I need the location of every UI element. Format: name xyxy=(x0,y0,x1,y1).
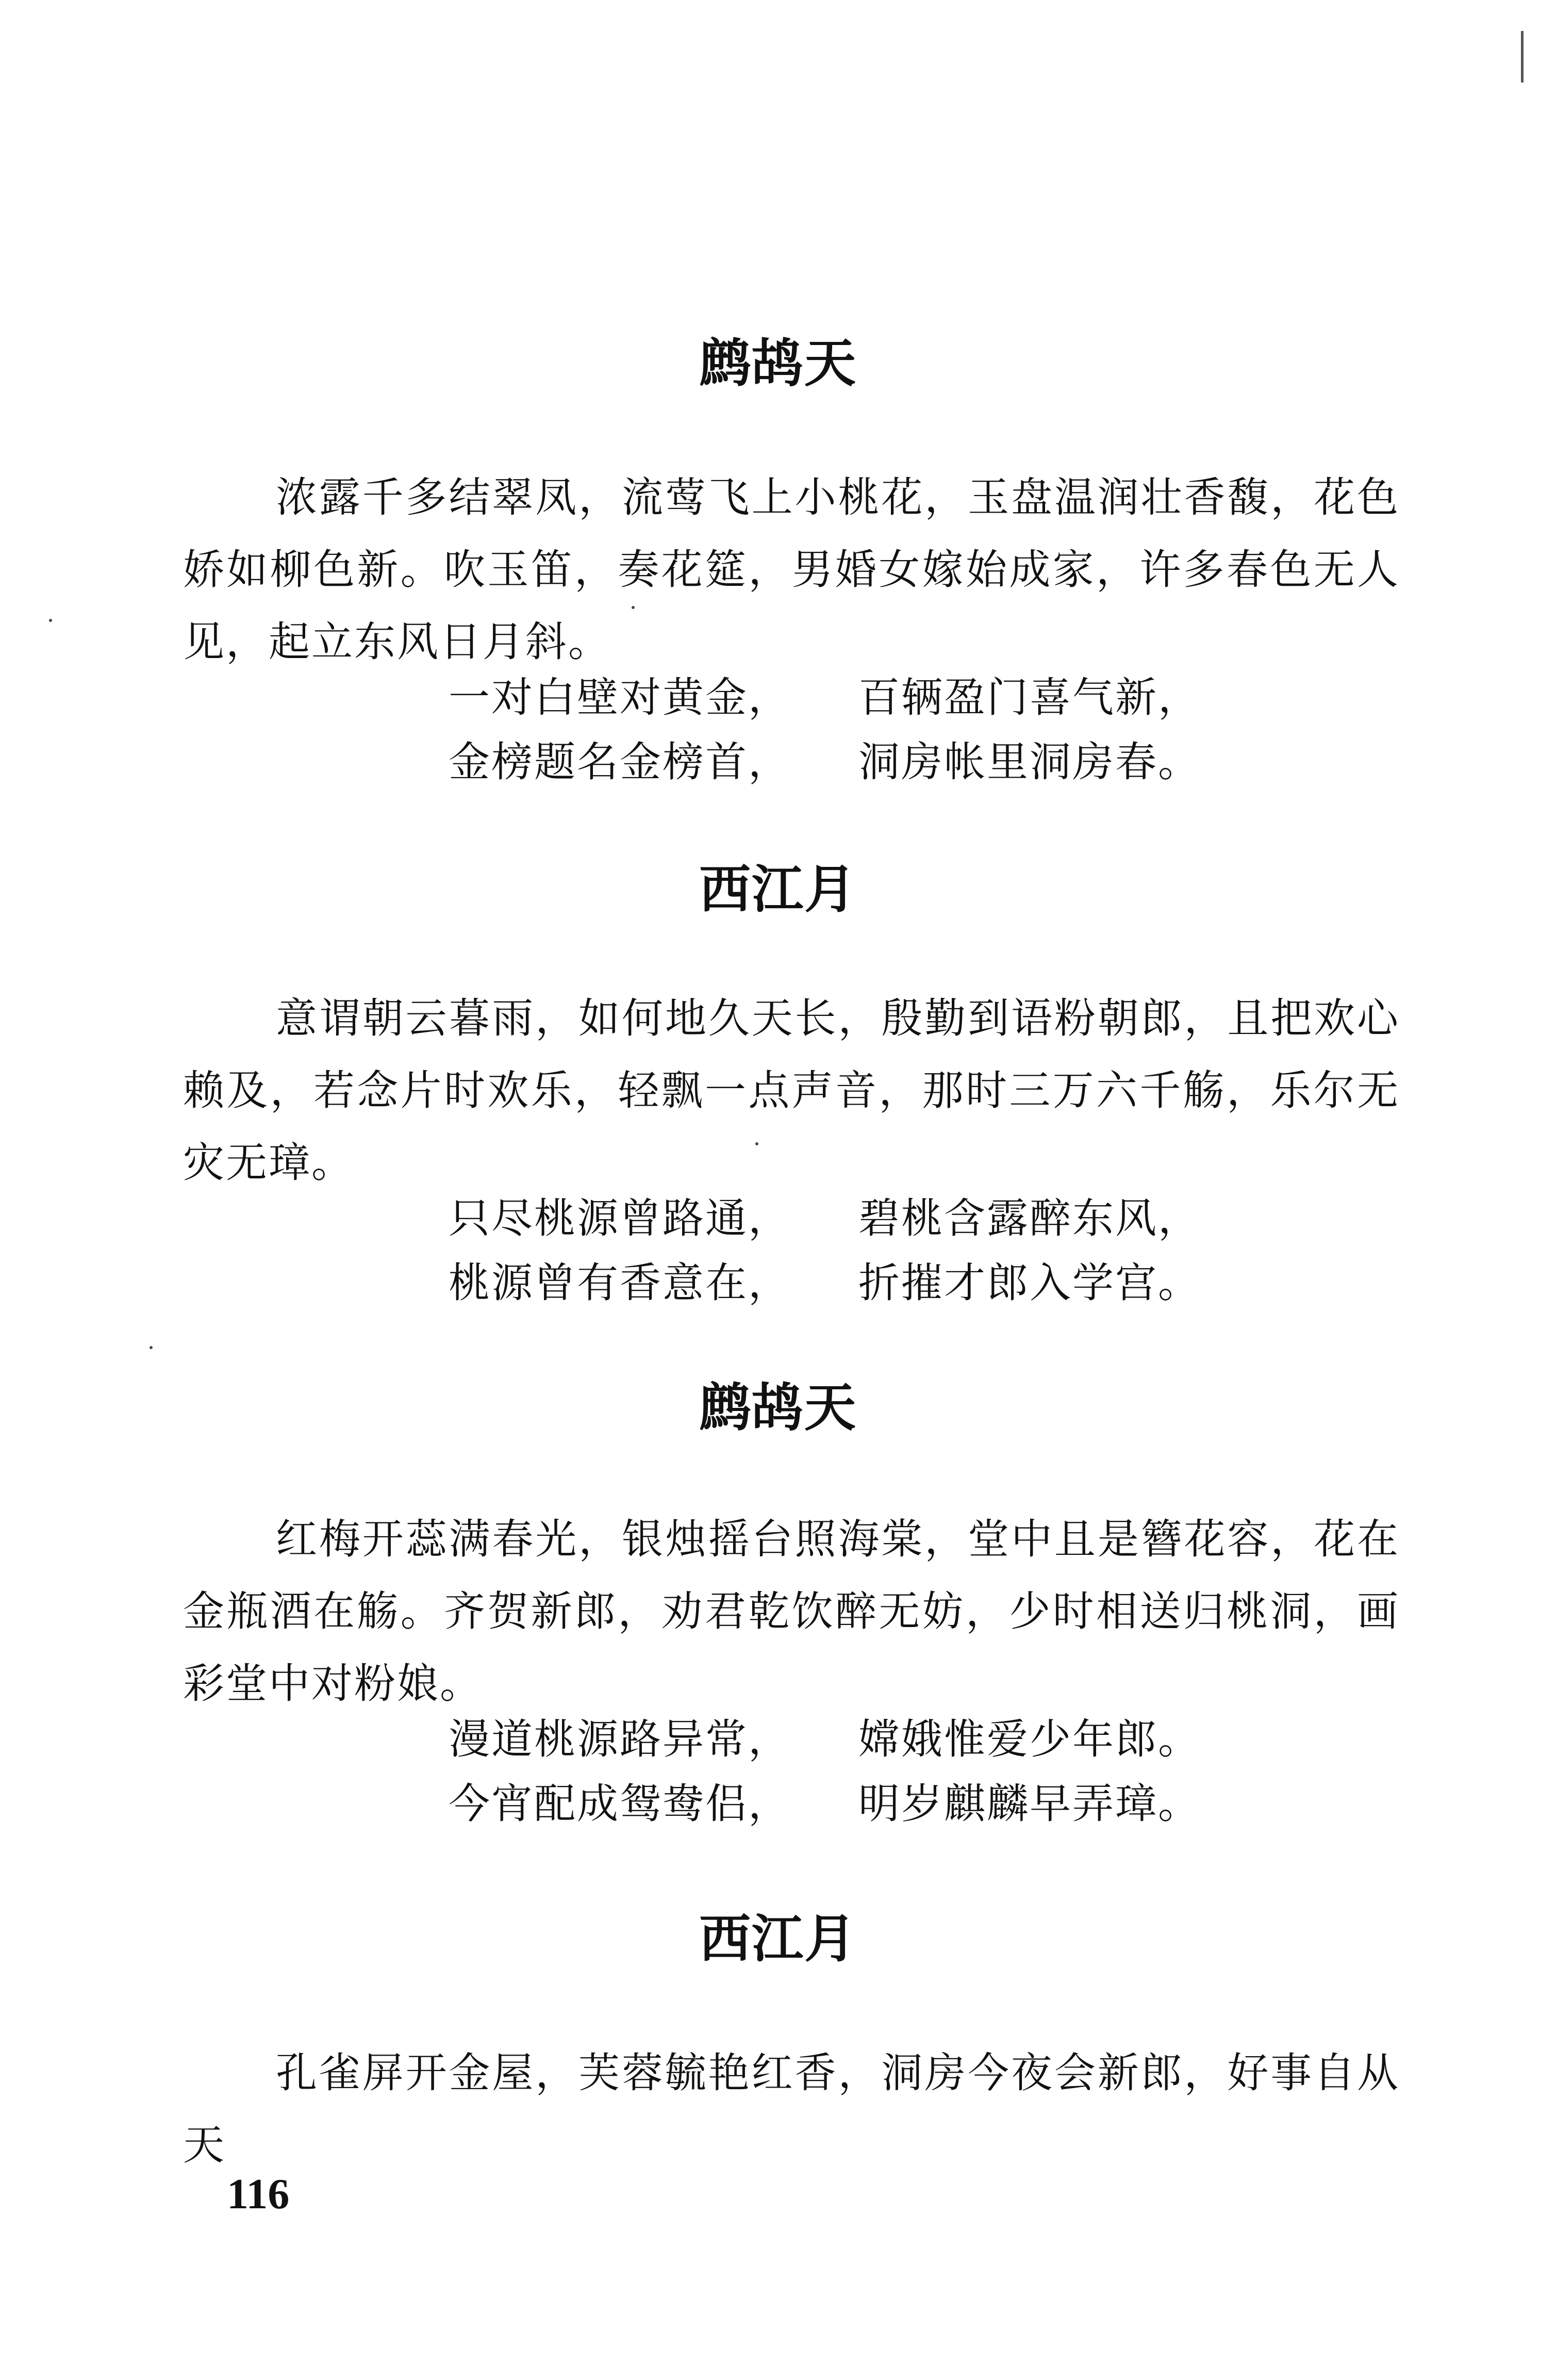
section-title: 鹧鸪天 xyxy=(699,333,857,393)
margin-rule xyxy=(1521,31,1524,83)
scan-speck xyxy=(632,606,635,609)
verse-line-right: 嫦娥惟爱少年郎。 xyxy=(858,1715,1201,1763)
section-title: 西江月 xyxy=(699,859,857,920)
page-number: 116 xyxy=(227,2170,290,2218)
verse-line-right: 碧桃含露醉东风， xyxy=(858,1194,1201,1242)
scan-speck xyxy=(150,1346,153,1349)
verse-line-left: 金榜题名金榜首， xyxy=(449,738,791,786)
section-prose: 意谓朝云暮雨，如何地久天长，殷勤到语粉朝郎，且把欢心赖及，若念片时欢乐，轻飘一点声音，那时三万六千觞，乐尔无灾无璋。 xyxy=(183,994,1400,1187)
scan-speck xyxy=(49,619,52,622)
verse-line-left: 桃源曾有香意在， xyxy=(449,1259,791,1307)
verse-line-right: 明岁麒麟早弄璋。 xyxy=(858,1780,1201,1828)
verse-line-left: 只尽桃源曾路通， xyxy=(449,1194,791,1242)
verse-line-right: 洞房帐里洞房春。 xyxy=(858,738,1201,786)
scan-speck xyxy=(755,1142,758,1145)
section-prose: 孔雀屏开金屋，芙蓉毓艳红香，洞房今夜会新郎，好事自从天 xyxy=(183,2049,1400,2169)
verse-line-left: 一对白壁对黄金， xyxy=(449,674,791,721)
verse-line-left: 漫道桃源路异常， xyxy=(449,1715,791,1763)
section-prose: 红梅开蕊满春光，银烛摇台照海棠，堂中且是簪花容，花在金瓶酒在觞。齐贺新郎，劝君乾饮醉无妨，少时相送归桃洞，画彩堂中对粉娘。 xyxy=(183,1515,1400,1708)
section-prose: 浓露千多结翠凤，流莺飞上小桃花，玉盘温润壮香馥，花色娇如柳色新。吹玉笛，奏花筵，男婚女嫁始成家，许多春色无人见，起立东风日月斜。 xyxy=(183,473,1400,666)
verse-line-left: 今宵配成鸳鸯侣， xyxy=(449,1780,791,1828)
verse-line-right: 折摧才郎入学宫。 xyxy=(858,1259,1201,1307)
section-title: 西江月 xyxy=(699,1909,857,1969)
section-title: 鹧鸪天 xyxy=(699,1377,857,1438)
verse-line-right: 百辆盈门喜气新， xyxy=(858,674,1201,721)
